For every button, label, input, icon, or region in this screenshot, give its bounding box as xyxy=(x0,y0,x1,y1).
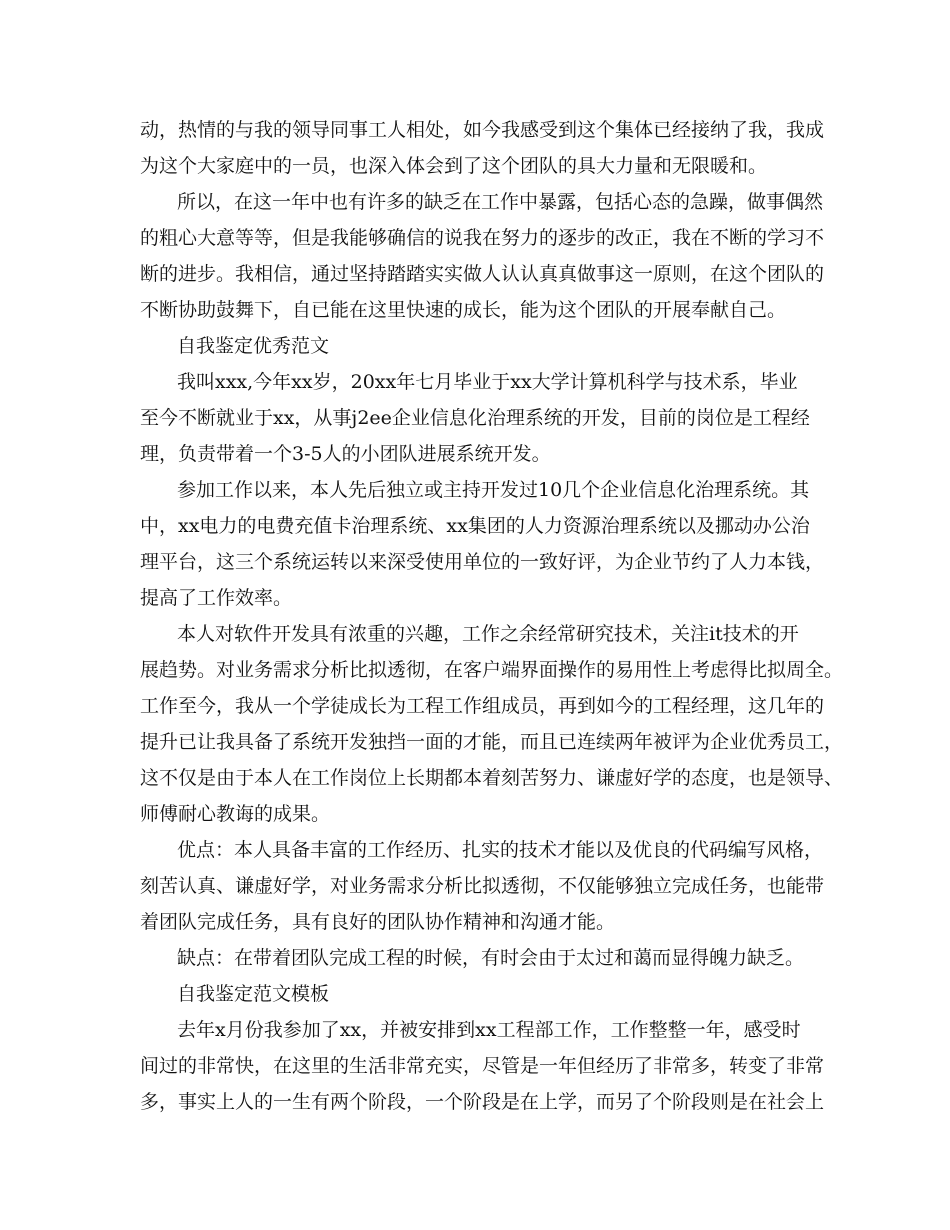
text-line: 展趋势。对业务需求分析比拟透彻，在客户端界面操作的易用性上考虑得比拟周全。 xyxy=(140,659,844,681)
text-line: 多，事实上人的一生有两个阶段，一个阶段是在上学，而另了个阶段则是在社会上 xyxy=(140,1091,825,1113)
text-line: 提升已让我具备了系统开发独挡一面的才能，而且已连续两年被评为企业优秀员工， xyxy=(140,731,844,753)
text-line: 这不仅是由于本人在工作岗位上长期都本着刻苦努力、谦虚好学的态度，也是领导、 xyxy=(140,767,844,789)
text-line: 间过的非常快，在这里的生活非常充实，尽管是一年但经历了非常多，转变了非常 xyxy=(140,1055,825,1077)
text-line: 着团队完成任务，具有良好的团队协作精神和沟通才能。 xyxy=(140,911,616,933)
text-line: 断的进步。我相信，通过坚持踏踏实实做人认认真真做事这一原则，在这个团队的 xyxy=(140,263,825,285)
section-heading: 自我鉴定优秀范文 xyxy=(177,335,330,357)
text-line: 至今不断就业于xx，从事j2ee企业信息化治理系统的开发，目前的岗位是工程经 xyxy=(140,407,810,429)
text-line: 动，热情的与我的领导同事工人相处，如今我感受到这个集体已经接纳了我，我成 xyxy=(140,119,825,141)
text-line: 本人对软件开发具有浓重的兴趣，工作之余经常研究技术，关注it技术的开 xyxy=(177,623,799,645)
text-line: 去年x月份我参加了xx，并被安排到xx工程部工作，工作整整一年，感受时 xyxy=(177,1019,801,1041)
text-line: 优点：本人具备丰富的工作经历、扎实的技术才能以及优良的代码编写风格， xyxy=(177,839,824,861)
text-line: 理，负责带着一个3-5人的小团队进展系统开发。 xyxy=(140,443,551,465)
text-line: 我叫xxx,今年xx岁，20xx年七月毕业于xx大学计算机科学与技术系，毕业 xyxy=(177,371,798,393)
text-line: 师傅耐心教诲的成果。 xyxy=(140,803,331,825)
text-line: 参加工作以来，本人先后独立或主持开发过10几个企业信息化治理系统。其 xyxy=(177,479,810,501)
text-line: 所以，在这一年中也有许多的缺乏在工作中暴露，包括心态的急躁，做事偶然 xyxy=(177,191,824,213)
text-line: 不断协助鼓舞下，自已能在这里快速的成长，能为这个团队的开展奉献自己。 xyxy=(140,299,787,321)
text-line: 刻苦认真、谦虚好学，对业务需求分析比拟透彻，不仅能够独立完成任务，也能带 xyxy=(140,875,825,897)
text-line: 缺点：在带着团队完成工程的时候，有时会由于太过和蔼而显得魄力缺乏。 xyxy=(177,947,805,969)
text-line: 提高了工作效率。 xyxy=(140,587,293,609)
text-line: 工作至今，我从一个学徒成长为工程工作组成员，再到如今的工程经理，这几年的 xyxy=(140,695,825,717)
text-line: 中，xx电力的电费充值卡治理系统、xx集团的人力资源治理系统以及挪动办公治 xyxy=(140,515,810,537)
section-heading: 自我鉴定范文模板 xyxy=(177,983,330,1005)
text-line: 理平台，这三个系统运转以来深受使用单位的一致好评，为企业节约了人力本钱， xyxy=(140,551,825,573)
text-line: 的粗心大意等等，但是我能够确信的说我在努力的逐步的改正，我在不断的学习不 xyxy=(140,227,825,249)
text-line: 为这个大家庭中的一员，也深入体会到了这个团队的具大力量和无限暖和。 xyxy=(140,155,768,177)
